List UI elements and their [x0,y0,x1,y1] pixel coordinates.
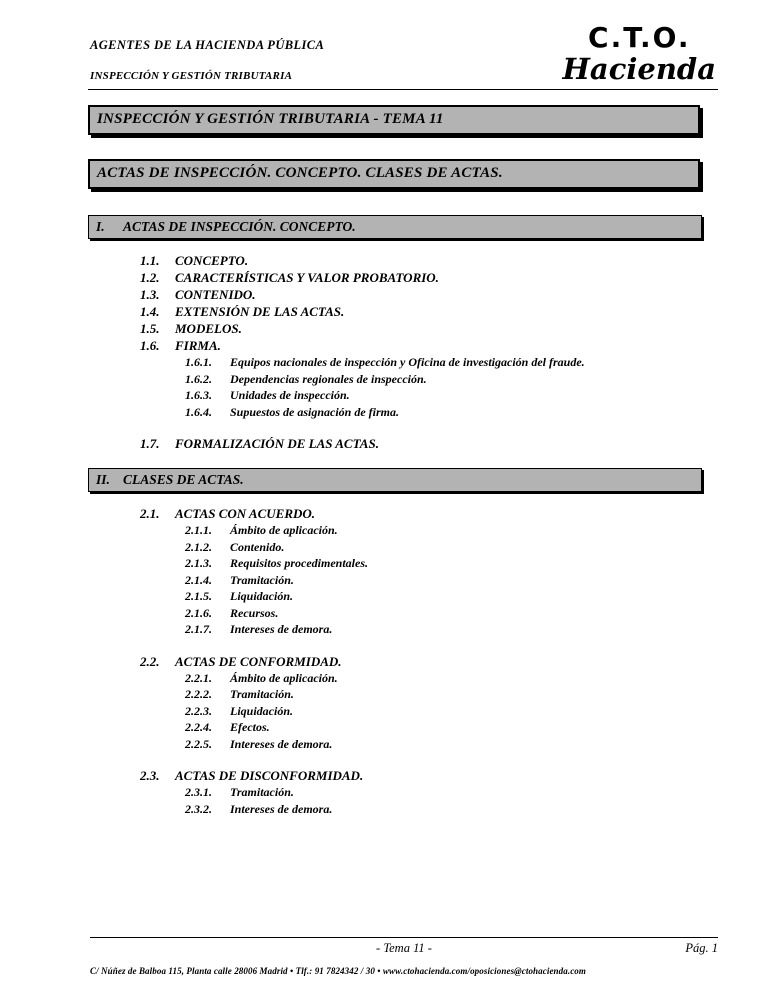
toc-item-text: ACTAS DE CONFORMIDAD. [175,653,342,669]
toc-item-number: 2.2.2. [185,687,212,701]
toc-item-number: 1.6. [140,338,160,353]
toc-subitem [185,801,768,818]
toc-item-number: 1.6.4. [185,404,212,419]
toc-subitem [185,670,768,687]
toc-item-number: 2.1.4. [185,572,212,587]
toc-item-text: Ámbito de aplicación. [230,523,338,537]
toc-item-text: Liquidación. [230,703,294,718]
toc-item-number: 1.6.2. [185,371,212,386]
toc-item-text: MODELOS. [175,321,242,336]
toc-item-number: 1.5. [140,321,160,336]
toc-item-text: CONCEPTO. [175,253,249,268]
toc-subitem [185,522,768,539]
toc-subitem [185,621,768,638]
subject-title-text: ACTAS DE INSPECCIÓN. CONCEPTO. CLASES DE ACTAS. [97,165,503,181]
toc-item-number: 2.3.2. [185,801,212,816]
section-numeral: II. [96,472,110,487]
toc-item-text: FORMALIZACIÓN DE LAS ACTAS. [175,436,379,451]
toc-item-number: 2.1.7. [185,622,212,636]
footer-tema-label: - Tema 11 - [376,941,432,955]
toc-subitem [185,572,768,589]
toc-item-number: 2.2.1. [185,670,212,685]
toc-item-number: 2.1. [140,506,160,521]
toc-item-text: ACTAS DE DISCONFORMIDAD. [175,768,364,783]
toc-item-text: Liquidación. [230,589,294,603]
toc-item-number: 2.2.5. [185,736,212,751]
toc-item-text: Requisitos procedimentales. [230,556,368,570]
toc-item-number: 2.2. [140,653,160,669]
toc-item-number: 1.7. [140,436,160,451]
toc-item-number: 2.2.3. [185,703,212,718]
toc-subitem [185,686,768,703]
toc-subitem [185,736,768,753]
toc-item-text: Equipos nacionales de inspección y Oficina de investigación del fraude. [230,355,585,369]
section-title: CLASES DE ACTAS. [123,472,244,487]
toc-subitem [185,588,768,605]
toc-item-text: Unidades de inspección. [230,388,350,402]
toc-item-text: CARACTERÍSTICAS Y VALOR PROBATORIO. [175,270,439,285]
toc-subitem [185,387,768,404]
toc-item-text: EXTENSIÓN DE LAS ACTAS. [175,304,345,319]
toc-item-text: Intereses de demora. [230,801,333,816]
course-title: AGENTES DE LA HACIENDA PÚBLICA [90,38,325,52]
toc-item-text: Intereses de demora. [230,736,333,751]
toc-item-text: Tramitación. [230,572,294,587]
toc-item-text: Supuestos de asignación de firma. [230,404,400,419]
toc-section-2 [0,505,768,817]
toc-subitem [185,404,768,421]
toc-item-number: 2.3.1. [185,785,212,799]
toc-item-number: 1.6.3. [185,388,212,402]
toc-subitem [185,354,768,371]
logo-hacienda-text: Hacienda [562,52,716,86]
toc-item [140,320,768,337]
toc-item-number: 1.3. [140,287,160,302]
toc-item-text: ACTAS CON ACUERDO. [175,506,316,521]
toc-item-text: Recursos. [230,605,279,620]
toc-subitem [185,719,768,736]
toc-item-number: 2.1.6. [185,605,212,620]
tema-title-box [88,105,700,135]
toc-item-text: Ámbito de aplicación. [230,670,338,685]
header-divider [88,89,718,90]
cto-hacienda-logo [562,21,716,86]
toc-item [140,337,768,354]
toc-item-number: 1.4. [140,304,160,319]
toc-item [140,303,768,320]
toc-item-number: 2.1.3. [185,556,212,570]
section-numeral: I. [96,219,105,234]
toc-item [140,435,768,452]
toc-subitem [185,555,768,572]
section-title: ACTAS DE INSPECCIÓN. CONCEPTO. [123,219,356,234]
toc-subitem [185,784,768,801]
toc-item-number: 2.3. [140,768,160,783]
toc-item-text: Tramitación. [230,785,294,799]
toc-item-text: Tramitación. [230,687,294,701]
toc-item-number: 1.6.1. [185,355,212,369]
toc-item-text: CONTENIDO. [175,287,256,302]
toc-item-text: Dependencias regionales de inspección. [230,371,427,386]
toc-item-number: 2.1.5. [185,589,212,603]
toc-item-number: 1.2. [140,270,160,285]
toc-section-1 [0,252,768,452]
footer-line [90,938,718,956]
page-header [0,0,768,84]
footer-address: C/ Núñez de Balboa 115, Planta calle 28006 Madrid • Tlf.: 91 7824342 / 30 • www.ctohacienda.com/oposiciones@ctohacienda.com [90,966,587,976]
toc-item [140,269,768,286]
toc-subitem [185,539,768,556]
toc-subitem [185,371,768,388]
toc-item-text: Contenido. [230,539,285,554]
page-number: Pág. 1 [685,941,718,955]
section-heading-1 [88,215,702,239]
tema-title-text: INSPECCIÓN Y GESTIÓN TRIBUTARIA - TEMA 11 [97,111,444,127]
toc-item [140,286,768,303]
toc-subitem [185,703,768,720]
toc-item-number: 2.1.1. [185,523,212,537]
toc-item-number: 2.1.2. [185,539,212,554]
toc-item-text: Intereses de demora. [230,622,333,636]
toc-item [140,505,768,522]
toc-item [140,252,768,269]
toc-subitem [185,605,768,622]
toc-item-text: Efectos. [230,720,270,734]
section-heading-2 [88,468,702,492]
subject-title-box [88,159,700,189]
course-subtitle: INSPECCIÓN Y GESTIÓN TRIBUTARIA [90,70,293,82]
page-footer [90,937,718,976]
header-text [90,24,324,82]
toc-item [140,767,768,784]
toc-item-text: FIRMA. [175,338,221,353]
toc-item [140,653,768,670]
toc-item-number: 1.1. [140,253,160,268]
logo-cto-text: C.T.O. [588,21,691,54]
toc-item-number: 2.2.4. [185,720,212,734]
